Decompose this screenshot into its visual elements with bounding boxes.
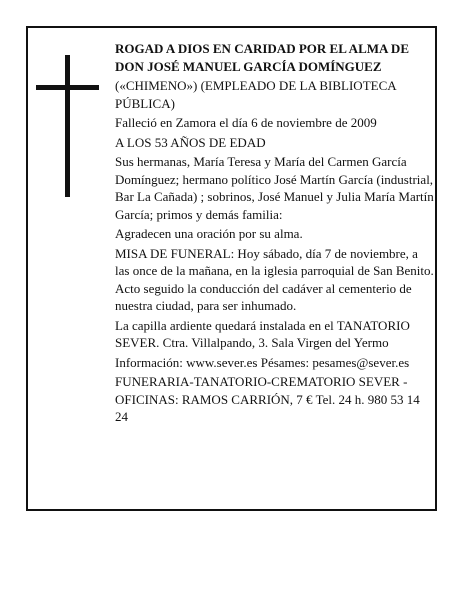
notice-heading: ROGAD A DIOS EN CARIDAD POR EL ALMA DE DON JOSÉ MANUEL GARCÍA DOMÍNGUEZ (115, 41, 409, 74)
obituary-notice (26, 26, 437, 511)
nickname-line: («CHIMENO») (EMPLEADO DE LA BIBLIOTECA PÚBLICA) (115, 78, 396, 111)
funeral-home-paragraph: FUNERARIA-TANATORIO-CREMATORIO SEVER - OFICINAS: RAMOS CARRIÓN, 7 € Tel. 24 h. 980 53 14 24 (115, 374, 420, 424)
prayer-line: Agradecen una oración por su alma. (115, 226, 303, 241)
notice-text (115, 40, 435, 428)
family-paragraph: Sus hermanas, María Teresa y María del Carmen García Domínguez; hermano político José Martín García (industrial, Bar La Cañada) ; sobrinos, José Manuel y Julia María Martín García; primos y demás familia: (115, 154, 434, 222)
age-line: A LOS 53 AÑOS DE EDAD (115, 134, 266, 150)
funeral-paragraph: MISA DE FUNERAL: Hoy sábado, día 7 de noviembre, a las once de la mañana, en la iglesia parroquial de San Benito. Acto seguido la conducción del cadáver al cementerio de nuestra ciudad, para ser inhumado. (115, 245, 434, 313)
death-line: Falleció en Zamora el día 6 de noviembre de 2009 (115, 115, 377, 130)
info-paragraph: Información: www.sever.es Pésames: pesames@sever.es (115, 354, 410, 370)
chapel-paragraph: La capilla ardiente quedará instalada en el TANATORIO SEVER. Ctra. Villalpando, 3. Sala Virgen del Yermo (115, 317, 410, 350)
cross-horizontal-bar (36, 85, 99, 90)
cross-vertical-bar (65, 55, 70, 197)
